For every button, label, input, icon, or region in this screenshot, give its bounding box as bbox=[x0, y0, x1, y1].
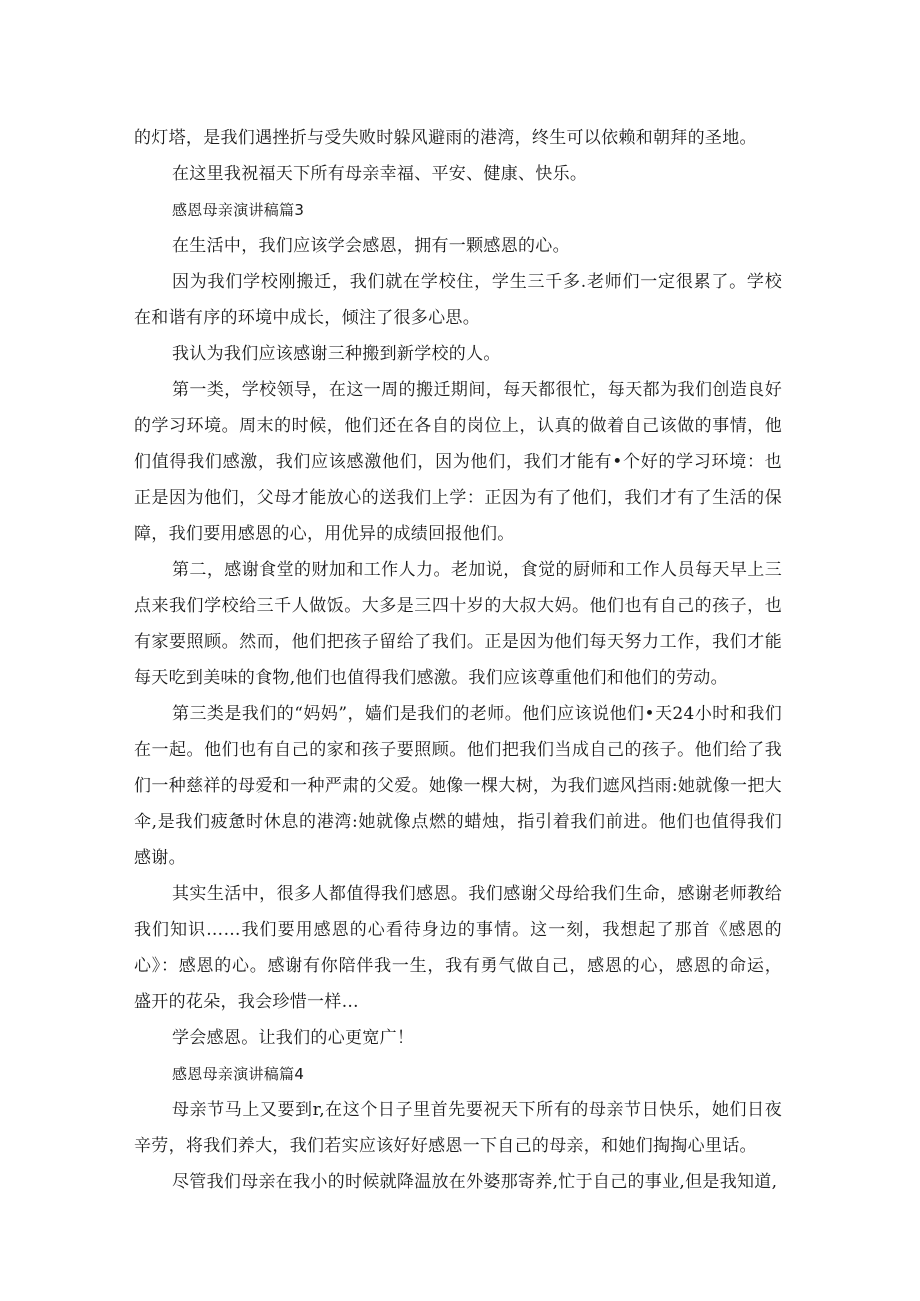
paragraph: 第一类，学校领导，在这一周的搬迁期间，每天都很忙，每天都为我们创造良好的学习环境。周末的时候，他们还在各自的岗位上，认真的做着自己该做的事情，他们值得我们感激，我们应该感激他们，因为他们，我们才能有•个好的学习环境：也正是因为他们，父母才能放心的送我们上学：正因为有了他们，我们才有了生活的保障，我们要用感恩的心，用优异的成绩回报他们。 bbox=[134, 380, 782, 544]
paragraph: 因为我们学校刚搬迁，我们就在学校住，学生三千多.老师们一定很累了。学校在和谐有序的环境中成长，倾注了很多心思。 bbox=[134, 272, 782, 328]
paragraph: 在生活中，我们应该学会感恩，拥有一颗感恩的心。 bbox=[172, 236, 570, 256]
paragraph-continuation: 的灯塔，是我们遇挫折与受失败时躲风避雨的港湾，终生可以依赖和朝拜的圣地。 bbox=[134, 128, 757, 148]
paragraph: 母亲节马上又要到r,在这个日子里首先要祝天下所有的母亲节日快乐，她们日夜辛劳，将我们养大，我们若实应该好好感恩一下自己的母亲，和她们掏掏心里话。 bbox=[134, 1100, 782, 1156]
paragraph: 其实生活中，很多人都值得我们感恩。我们感谢父母给我们生命，感谢老师教给我们知识……我们要用感恩的心看待身边的事情。这一刻，我想起了那首《感恩的心》：感恩的心。感谢有你陪伴我一生，我有勇气做自己，感恩的心，感恩的命运，盛开的花朵，我会珍惜一样… bbox=[134, 884, 782, 1012]
paragraph: 在这里我祝福天下所有母亲幸福、平安、健康、快乐。 bbox=[172, 164, 588, 184]
section-heading: 感恩母亲演讲稿篇3 bbox=[172, 201, 305, 219]
paragraph: 学会感恩。让我们的心更宽广！ bbox=[172, 1028, 415, 1048]
paragraph: 第二，感谢食堂的财加和工作人力。老加说，食觉的厨师和工作人员每天早上三点来我们学校给三千人做饭。大多是三四十岁的大叔大妈。他们也有自己的孩子，也有家要照顾。然而，他们把孩子留给了我们。正是因为他们每天努力工作，我们才能每天吃到美味的食物,他们也值得我们感激。我们应该尊重他们和他们的劳动。 bbox=[134, 560, 782, 688]
document-body bbox=[134, 120, 782, 1200]
paragraph: 我认为我们应该感谢三种搬到新学校的人。 bbox=[172, 344, 501, 364]
section-heading: 感恩母亲演讲稿篇4 bbox=[172, 1065, 305, 1083]
paragraph: 第三类是我们的“妈妈”，嫱们是我们的老师。他们应该说他们•天24小时和我们在一起。他们也有自己的家和孩子要照顾。他们把我们当成自己的孩子。他们给了我们一种慈祥的母爱和一种严肃的父爱。她像一棵大树，为我们遮风挡雨:她就像一把大伞,是我们疲惫时休息的港湾:她就像点燃的蜡烛，指引着我们前进。他们也值得我们感谢。 bbox=[134, 704, 782, 868]
paragraph: 尽管我们母亲在我小的时候就降温放在外婆那寄养,忙于自己的事业,但是我知道, bbox=[172, 1172, 778, 1192]
